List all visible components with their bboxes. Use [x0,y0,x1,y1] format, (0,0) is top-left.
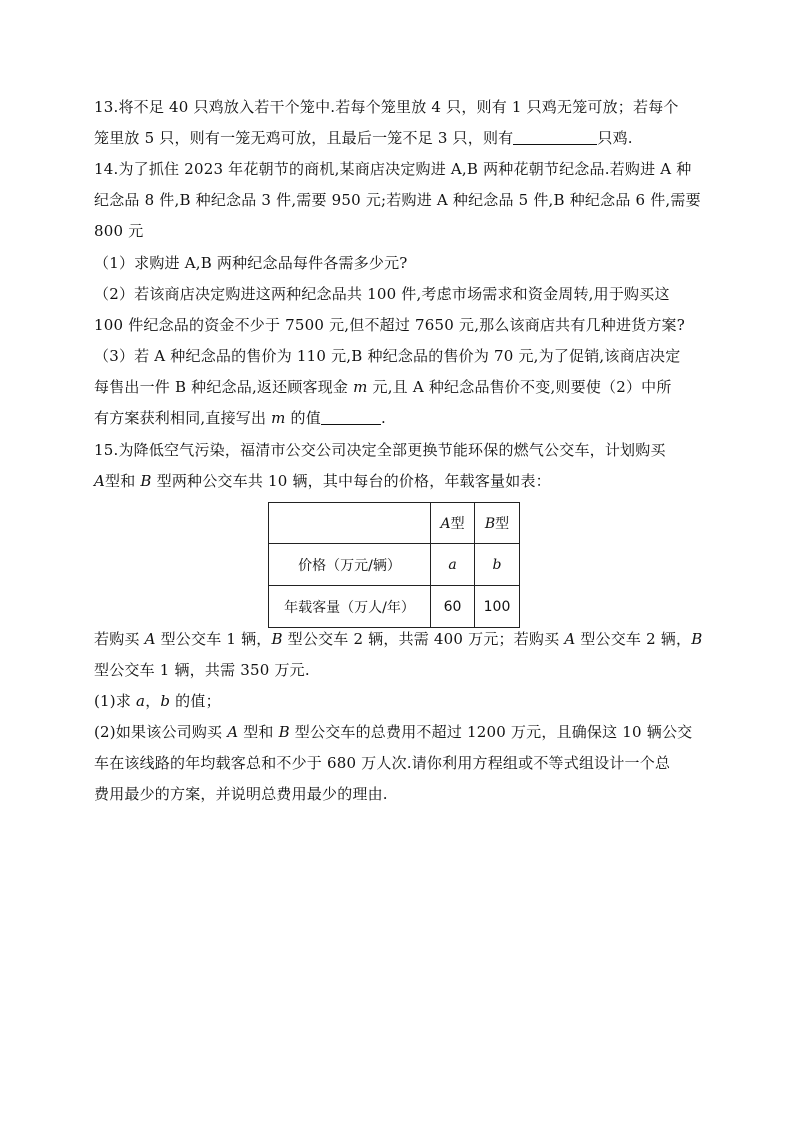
table-header-b-var: B [484,516,496,532]
q15-sub2-var-A: A [227,723,239,741]
q15-sub2-line-1 [94,722,704,742]
q15-line-3 [94,629,704,649]
table-row-price [269,544,520,586]
q14-sub3-line-2-text: 每售出一件 B 种纪念品,返还顾客现金 [94,378,354,396]
q15-line-3-t4: 型公交车 2 辆， [575,630,692,648]
bus-spec-table [268,502,520,628]
q14-sub1: （1）求购进 A,B 两种纪念品每件各需多少元? [94,254,408,272]
table-header-b-text: 型 [495,516,510,532]
table-capacity-a: 60 [431,586,475,628]
q14-sub3-line-3-text: 有方案获利相同,直接写出 [94,409,272,427]
q13-line-1: 13.将不足 40 只鸡放入若干个笼中.若每个笼里放 4 只，则有 1 只鸡无笼可放；若每个 [94,98,679,116]
table-row-capacity [269,586,520,628]
table-header-row [269,503,520,544]
table-price-b: b [475,544,520,586]
q15-line-3-t1: 若购买 [94,630,145,648]
q14-sub3-line-2-tail: 元,且 A 种纪念品售价不变,则要使（2）中所 [367,378,672,396]
q14-sub2-line-2: 100 件纪念品的资金不少于 7500 元,但不超过 7650 元,那么该商店共有几种进货方案? [94,316,685,334]
q15-sub1 [94,691,704,711]
q13-line-2 [94,128,704,148]
q15-var-B: B [140,472,152,490]
q15-sub2-t3: 型公交车的总费用不超过 1200 万元，且确保这 10 辆公交 [289,723,693,741]
q14-sub3-line-3 [94,408,704,428]
q15-sub1-t1: (1)求 [94,692,137,710]
q15-sub2-t1: (2)如果该公司购买 [94,723,228,741]
q14-sub3-line-3-tail: . [380,409,386,427]
q14-var-m-2: m [271,409,286,427]
q14-var-m: m [353,378,368,396]
table-header-a [431,503,475,544]
q15-sub2-var-B: B [278,723,290,741]
q14-sub2-line-1: （2）若该商店决定购进这两种纪念品共 100 件,考虑市场需求和资金周转,用于购买这 [94,285,670,303]
q15-sub2-line-3: 费用最少的方案，并说明总费用最少的理由. [94,785,388,803]
q14-sub3-line-3-mid: 的值 [285,409,321,427]
q15-sub1-var-a: a [136,692,146,710]
q15-line-2-text-1: 型和 [105,472,141,490]
q15-var-A: A [94,472,106,490]
q14-answer-blank[interactable] [321,410,381,425]
q15-line-1: 15.为降低空气污染，福清市公交公司决定全部更换节能环保的燃气公交车，计划购买 [94,441,666,459]
q14-line-3: 800 元 [94,222,144,240]
q13-line-2-text: 笼里放 5 只，则有一笼无鸡可放，且最后一笼不足 3 只，则有 [94,129,514,147]
q15-line-3-var-B2: B [691,630,703,648]
q13-line-2-tail: 只鸡. [597,129,633,147]
q15-sub1-t3: 的值； [170,692,221,710]
q15-sub2-line-2: 车在该线路的年均载客总和不少于 680 万人次.请你利用方程组或不等式组设计一个总 [94,754,671,772]
table-header-a-var: A [440,516,451,532]
q15-line-3-t3: 型公交车 2 辆，共需 400 万元；若购买 [282,630,565,648]
q15-line-3-var-A2: A [564,630,576,648]
q14-line-1: 14.为了抓住 2023 年花朝节的商机,某商店决定购进 A,B 两种花朝节纪念品.若购进 A 种 [94,160,692,178]
table-corner-cell [269,503,431,544]
q15-line-2 [94,471,704,491]
q15-line-3-var-B: B [271,630,283,648]
q15-sub2-t2: 型和 [238,723,279,741]
table-capacity-b: 100 [475,586,520,628]
q15-line-4: 型公交车 1 辆，共需 350 万元. [94,661,310,679]
q14-sub3-line-1: （3）若 A 种纪念品的售价为 110 元,B 种纪念品的售价为 70 元,为了促销,该商店决定 [94,347,681,365]
table-row-price-label: 价格（万元/辆） [269,544,431,586]
q15-sub1-t2: ， [145,692,161,710]
q14-line-2: 纪念品 8 件,B 种纪念品 3 件,需要 950 元;若购进 A 种纪念品 5 件,B 种纪念品 6 件,需要 [94,191,701,209]
table-row-capacity-label: 年载客量（万人/年） [269,586,431,628]
table-header-a-text: 型 [450,516,465,532]
table-header-b [475,503,520,544]
q15-line-3-t2: 型公交车 1 辆， [155,630,272,648]
table-price-a: a [431,544,475,586]
q14-sub3-line-2 [94,377,704,397]
q15-line-2-text-2: 型两种公交车共 10 辆，其中每台的价格，年载客量如表： [151,472,551,490]
q15-line-3-var-A: A [144,630,156,648]
q15-sub1-var-b: b [160,692,171,710]
q13-answer-blank[interactable] [513,130,597,145]
